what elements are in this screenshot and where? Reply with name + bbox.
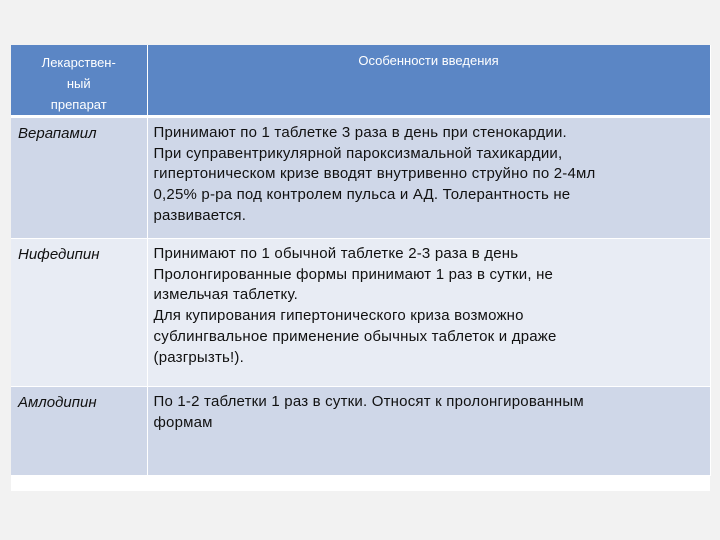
drug-name: Амлодипин xyxy=(11,387,147,476)
header-drug-line: ный xyxy=(66,76,91,91)
description-line: Для купирования гипертонического криза возможно xyxy=(153,307,524,325)
description-line: измельчая таблетку. xyxy=(153,286,299,304)
description-line: Принимают по 1 обычной таблетке 2-3 раза в день xyxy=(153,245,519,262)
drug-name: Верапамил xyxy=(11,117,147,239)
table-row xyxy=(11,117,710,239)
table-container xyxy=(11,45,710,491)
drug-description xyxy=(147,117,710,239)
description-line: При суправентрикулярной пароксизмальной тахикардии, xyxy=(153,144,563,162)
header-drug xyxy=(11,45,147,117)
header-administration: Особенности введения xyxy=(147,45,710,117)
header-drug-line: Лекарствен- xyxy=(41,55,116,70)
description-line: По 1-2 таблетки 1 раз в сутки. Относят к пролонгированным xyxy=(153,393,584,410)
description-line: гипертоническом кризе вводят внутривенно струйно по 2-4мл xyxy=(153,165,596,183)
drug-administration-table xyxy=(11,45,711,476)
header-drug-line: препарат xyxy=(50,97,107,112)
description-line: сублингвальное применение обычных таблеток и драже xyxy=(153,327,557,345)
drug-description xyxy=(147,387,710,476)
drug-name: Нифедипин xyxy=(11,239,147,387)
drug-description xyxy=(147,239,710,387)
description-line: Пролонгированные формы принимают 1 раз в сутки, не xyxy=(153,265,554,283)
table-row xyxy=(11,239,710,387)
description-line: формам xyxy=(153,413,213,431)
table-row xyxy=(11,387,710,476)
description-line: (разгрызть!). xyxy=(153,348,244,366)
description-line: Принимают по 1 таблетке 3 раза в день при стенокардии. xyxy=(153,124,567,141)
description-line: 0,25% р-ра под контролем пульса и АД. Толерантность не xyxy=(153,186,571,204)
description-line: развивается. xyxy=(153,206,247,224)
table-header-row xyxy=(11,45,710,117)
